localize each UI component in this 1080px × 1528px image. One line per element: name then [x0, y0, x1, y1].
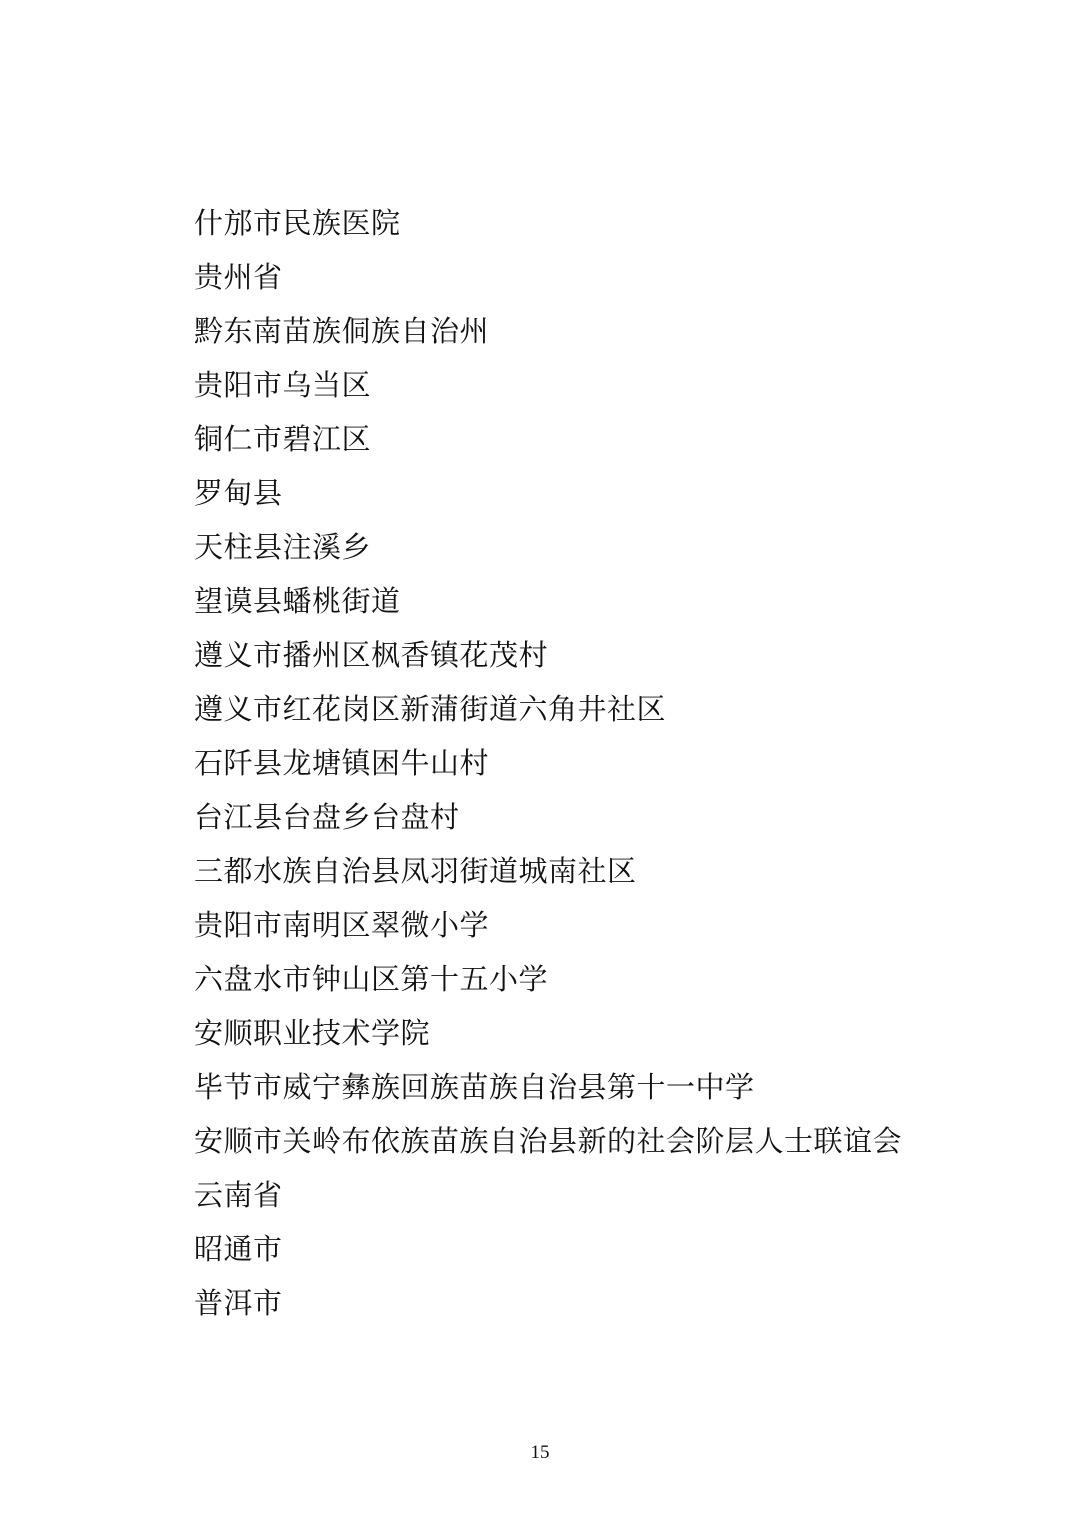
list-item: 台江县台盘乡台盘村 [194, 800, 460, 834]
list-item: 天柱县注溪乡 [194, 530, 372, 564]
list-item: 安顺市关岭布依族苗族自治县新的社会阶层人士联谊会 [194, 1124, 903, 1158]
list-item: 什邡市民族医院 [194, 206, 401, 240]
list-item: 贵阳市乌当区 [194, 368, 372, 402]
list-item: 石阡县龙塘镇困牛山村 [194, 746, 490, 780]
list-item: 望谟县蟠桃街道 [194, 584, 401, 618]
list-item: 贵州省 [194, 260, 283, 294]
page-number: 15 [530, 1442, 550, 1463]
list-item: 安顺职业技术学院 [194, 1016, 431, 1050]
document-body [194, 196, 954, 1330]
list-item: 三都水族自治县凤羽街道城南社区 [194, 854, 637, 888]
list-item: 昭通市 [194, 1232, 283, 1266]
list-item: 云南省 [194, 1178, 283, 1212]
list-item: 罗甸县 [194, 476, 283, 510]
list-item: 六盘水市钟山区第十五小学 [194, 962, 549, 996]
list-item: 毕节市威宁彝族回族苗族自治县第十一中学 [194, 1070, 755, 1104]
list-item: 遵义市播州区枫香镇花茂村 [194, 638, 549, 672]
list-item: 遵义市红花岗区新蒲街道六角井社区 [194, 692, 667, 726]
list-item: 普洱市 [194, 1286, 283, 1320]
list-item: 铜仁市碧江区 [194, 422, 372, 456]
list-item: 贵阳市南明区翠微小学 [194, 908, 490, 942]
list-item: 黔东南苗族侗族自治州 [194, 314, 490, 348]
